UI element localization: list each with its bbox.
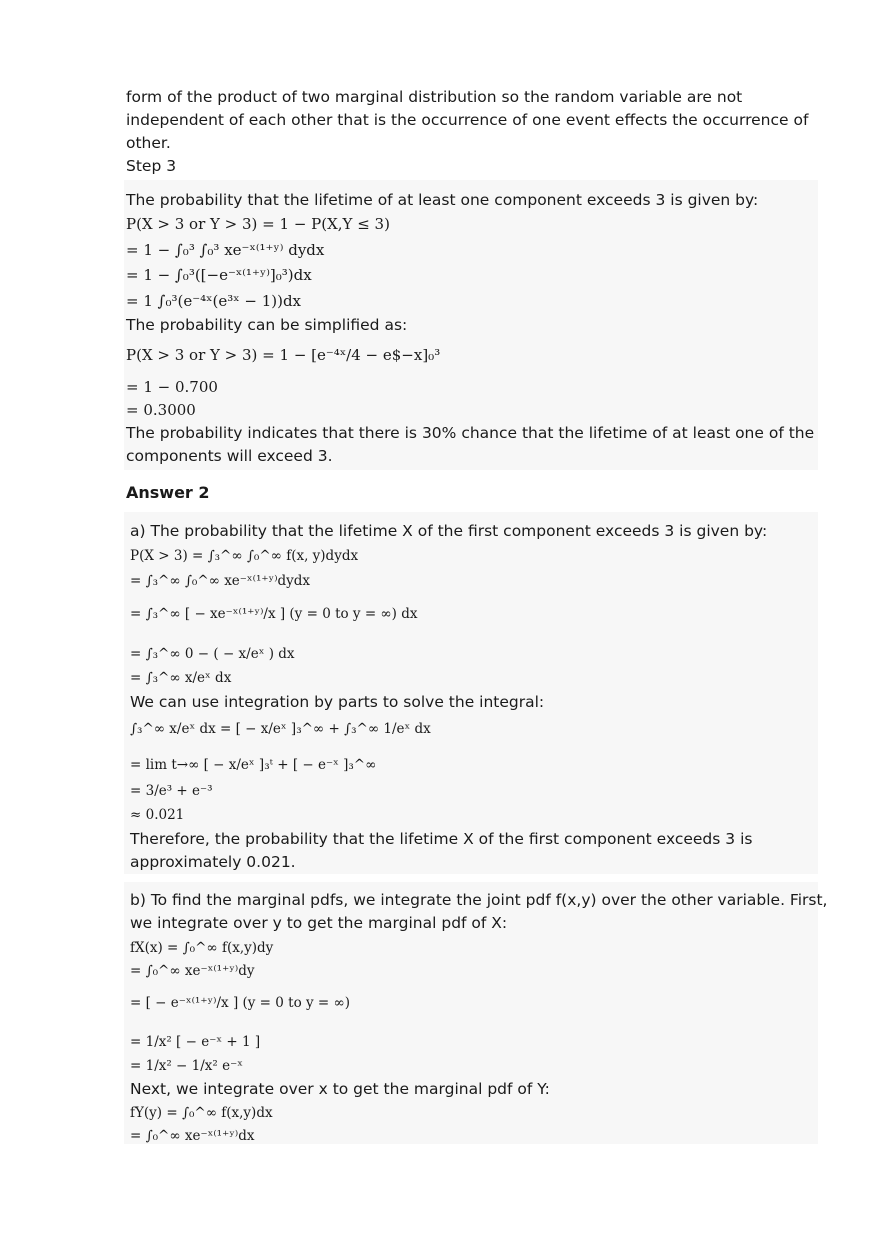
equation: = ∫₀^∞ xe⁻ˣ⁽¹⁺ʸ⁾dx (130, 1128, 255, 1144)
equation: = 1/x² − 1/x² e⁻ˣ (130, 1058, 243, 1074)
conclusion-line: The probability indicates that there is 30% chance that the lifetime of at least one of the (126, 424, 815, 442)
equation: = ∫₃^∞ [ − xe⁻ˣ⁽¹⁺ʸ⁾/x ] (y = 0 to y = ∞) dx (130, 606, 418, 622)
part-b-intro: we integrate over y to get the marginal pdf of X: (130, 914, 508, 932)
paragraph-line: other. (126, 134, 171, 152)
equation: P(X > 3 or Y > 3) = 1 − [e⁻⁴ˣ/4 − e$−x]₀³ (126, 346, 441, 364)
answer-heading: Answer 2 (126, 483, 210, 502)
conclusion-line: Therefore, the probability that the lifetime X of the first component exceeds 3 is (130, 830, 753, 848)
step3-intro: The probability that the lifetime of at least one component exceeds 3 is given by: (126, 191, 759, 209)
equation: = 1 ∫₀³(e⁻⁴ˣ(e³ˣ − 1))dx (126, 292, 302, 310)
part-b-intro: b) To find the marginal pdfs, we integrate the joint pdf f(x,y) over the other variable. First, (130, 891, 828, 909)
paragraph-line: independent of each other that is the occurrence of one event effects the occurrence of (126, 111, 809, 129)
equation: ∫₃^∞ x/eˣ dx = [ − x/eˣ ]₃^∞ + ∫₃^∞ 1/eˣ dx (130, 721, 431, 737)
conclusion-line: components will exceed 3. (126, 447, 333, 465)
equation: P(X > 3 or Y > 3) = 1 − P(X,Y ≤ 3) (126, 215, 390, 233)
next-intro: Next, we integrate over x to get the marginal pdf of Y: (130, 1080, 550, 1098)
conclusion-line: approximately 0.021. (130, 853, 296, 871)
equation: = 3/e³ + e⁻³ (130, 783, 213, 799)
equation: ≈ 0.021 (130, 807, 185, 823)
equation: fY(y) = ∫₀^∞ f(x,y)dx (130, 1105, 273, 1121)
equation: = ∫₀^∞ xe⁻ˣ⁽¹⁺ʸ⁾dy (130, 963, 255, 979)
equation: = [ − e⁻ˣ⁽¹⁺ʸ⁾/x ] (y = 0 to y = ∞) (130, 995, 351, 1011)
equation: P(X > 3) = ∫₃^∞ ∫₀^∞ f(x, y)dydx (130, 548, 359, 564)
part-a-intro: a) The probability that the lifetime X of the first component exceeds 3 is given by: (130, 522, 768, 540)
equation: = 1 − ∫₀³([−e⁻ˣ⁽¹⁺ʸ⁾]₀³)dx (126, 266, 312, 284)
step-label: Step 3 (126, 157, 177, 175)
equation: fX(x) = ∫₀^∞ f(x,y)dy (130, 940, 274, 956)
parts-intro: We can use integration by parts to solve the integral: (130, 693, 545, 711)
equation: = ∫₃^∞ 0 − ( − x/eˣ ) dx (130, 646, 295, 662)
equation: = 1 − ∫₀³ ∫₀³ xe⁻ˣ⁽¹⁺ʸ⁾ dydx (126, 241, 325, 259)
equation: = 0.3000 (126, 401, 196, 419)
equation: = lim t→∞ [ − x/eˣ ]₃ᵗ + [ − e⁻ˣ ]₃^∞ (130, 757, 377, 773)
equation: = ∫₃^∞ ∫₀^∞ xe⁻ˣ⁽¹⁺ʸ⁾dydx (130, 573, 311, 589)
simplified-intro: The probability can be simplified as: (126, 316, 408, 334)
equation: = ∫₃^∞ x/eˣ dx (130, 670, 232, 686)
equation: = 1/x² [ − e⁻ˣ + 1 ] (130, 1034, 261, 1050)
equation: = 1 − 0.700 (126, 378, 218, 396)
paragraph-line: form of the product of two marginal distribution so the random variable are not (126, 88, 743, 106)
